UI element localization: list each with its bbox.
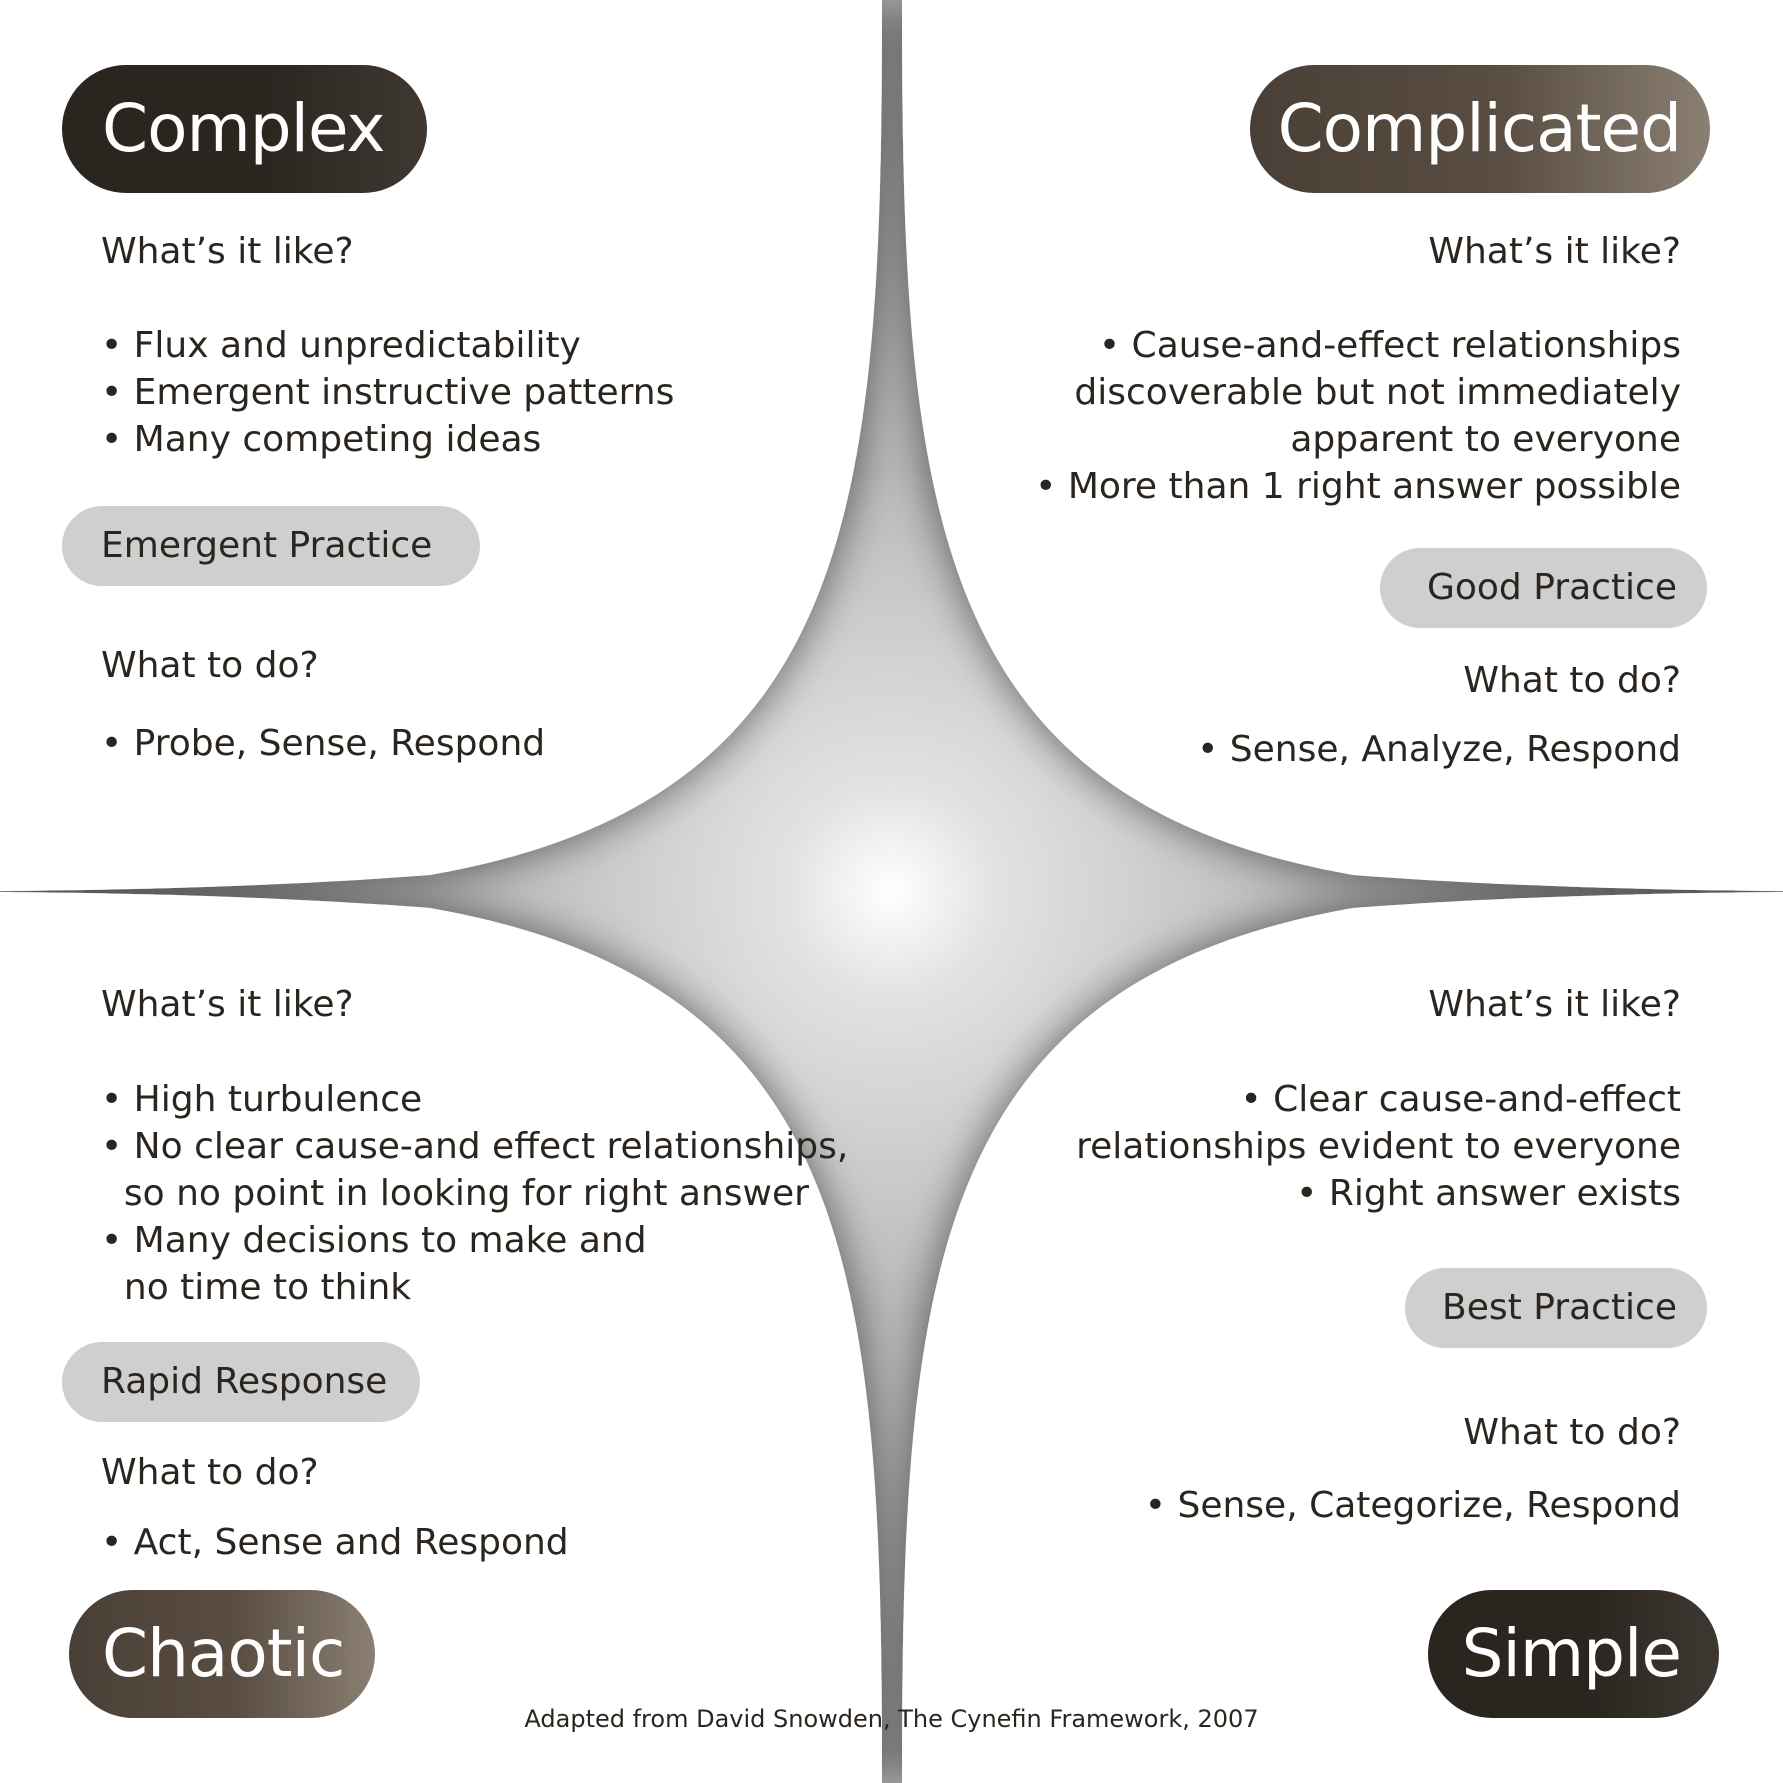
complicated-practice-label: Good Practice [1426, 567, 1677, 608]
simple-title: Simple [1461, 1615, 1681, 1692]
simple-practice-pill [1405, 1268, 1707, 1348]
complex-like-heading: What’s it like? [101, 231, 354, 272]
list-item: • Cause-and-effect relationships [1098, 325, 1681, 366]
list-item: • Clear cause-and-effect [1240, 1079, 1681, 1120]
list-item: • Many decisions to make and [101, 1220, 647, 1261]
chaotic-like-list [101, 1076, 848, 1311]
complicated-title: Complicated [1277, 90, 1681, 167]
list-item: • Probe, Sense, Respond [101, 723, 546, 764]
chaotic-practice-label: Rapid Response [101, 1361, 388, 1402]
chaotic-like-heading: What’s it like? [101, 984, 354, 1025]
simple-practice-label: Best Practice [1442, 1287, 1677, 1328]
complicated-practice-pill [1380, 548, 1707, 628]
complicated-todo-heading: What to do? [1463, 660, 1681, 701]
list-item: discoverable but not immediately [1074, 372, 1681, 413]
list-item: • More than 1 right answer possible [1035, 466, 1681, 507]
list-item: no time to think [101, 1267, 412, 1308]
complex-todo-heading: What to do? [101, 645, 319, 686]
chaotic-practice-pill [62, 1342, 420, 1422]
source-caption: Adapted from David Snowden, The Cynefin Framework, 2007 [524, 1705, 1259, 1733]
list-item: • Right answer exists [1296, 1173, 1681, 1214]
list-item: • Many competing ideas [101, 419, 542, 460]
list-item: so no point in looking for right answer [101, 1173, 809, 1214]
simple-like-list [1076, 1076, 1681, 1217]
complex-practice-label: Emergent Practice [101, 525, 433, 566]
complex-title-pill [62, 65, 427, 193]
simple-todo-list [1145, 1482, 1681, 1529]
chaotic-title-pill [69, 1590, 375, 1718]
complex-like-list [101, 322, 674, 463]
simple-title-pill [1428, 1590, 1719, 1718]
list-item: • Act, Sense and Respond [101, 1522, 569, 1563]
list-item: • Emergent instructive patterns [101, 372, 675, 413]
list-item: • Flux and unpredictability [101, 325, 581, 366]
chaotic-todo-list [101, 1519, 569, 1566]
complicated-like-heading: What’s it like? [1428, 231, 1681, 272]
list-item: • Sense, Categorize, Respond [1144, 1485, 1681, 1526]
complicated-like-list [1035, 322, 1681, 510]
chaotic-todo-heading: What to do? [101, 1452, 319, 1493]
list-item: relationships evident to everyone [1076, 1126, 1681, 1167]
list-item: apparent to everyone [1290, 419, 1681, 460]
chaotic-title: Chaotic [102, 1615, 345, 1692]
complex-practice-pill [62, 506, 480, 586]
list-item: • Sense, Analyze, Respond [1197, 729, 1681, 770]
complicated-todo-list [1197, 726, 1681, 773]
complicated-title-pill [1250, 65, 1710, 193]
complex-title: Complex [102, 90, 385, 167]
list-item: • High turbulence [101, 1079, 423, 1120]
simple-todo-heading: What to do? [1463, 1412, 1681, 1453]
simple-like-heading: What’s it like? [1428, 984, 1681, 1025]
complex-todo-list [101, 720, 545, 767]
list-item: • No clear cause-and effect relationships, [101, 1126, 849, 1167]
